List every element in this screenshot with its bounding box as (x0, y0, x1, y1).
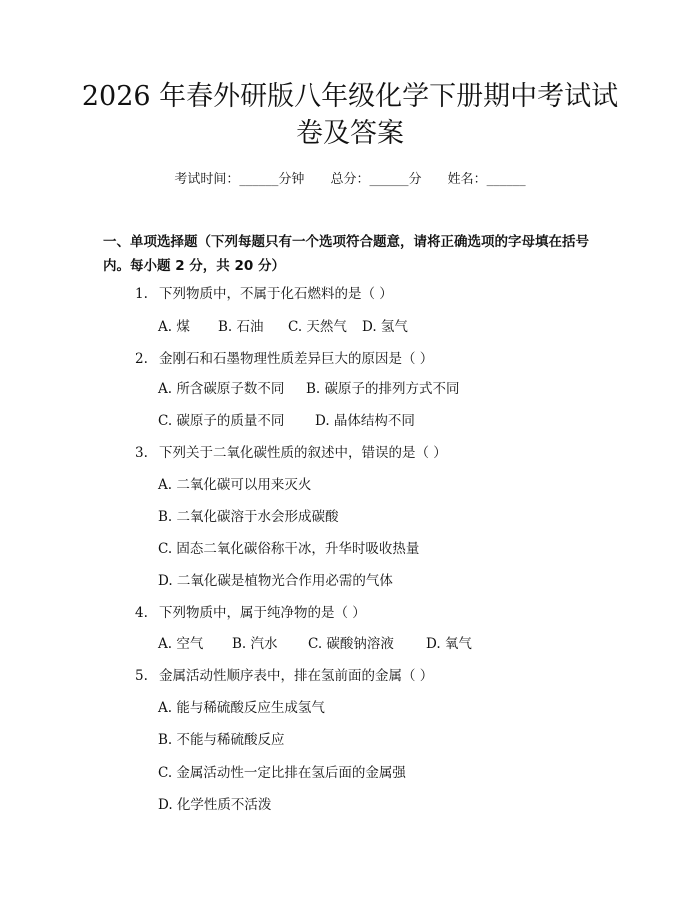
option-b: B. 石油 (218, 319, 264, 335)
option-d: D. 二氧化碳是植物光合作用必需的气体 (158, 573, 393, 589)
title-line-2: 卷及答案 (296, 118, 404, 149)
question-2 (135, 347, 433, 367)
question-text: 金刚石和石墨物理性质差异巨大的原因是（ ） (159, 351, 434, 367)
question-number: 3. (135, 445, 148, 461)
option-d: D. 化学性质不活泼 (158, 797, 272, 813)
section-heading: 一、单项选择题（下列每题只有一个选项符合题意，请将正确选项的字母填在括号内。每小题 2 分，共 20 分） (103, 234, 589, 274)
title-line-1: 2026 年春外研版八年级化学下册期中考试试 (81, 81, 619, 112)
option-c: C. 固态二氧化碳俗称干冰，升华时吸收热量 (158, 541, 420, 557)
option-a: A. 空气 (158, 636, 204, 652)
document-title (60, 78, 640, 152)
option-b: B. 汽水 (232, 636, 278, 652)
option-a: A. 能与稀硫酸反应生成氢气 (158, 700, 325, 716)
question-5 (135, 664, 433, 684)
option-c: C. 金属活动性一定比排在氢后面的金属强 (158, 765, 406, 781)
question-2-options-row-2 (158, 409, 415, 429)
option-a: A. 煤 (158, 319, 190, 335)
question-3 (135, 441, 447, 461)
question-text: 下列关于二氧化碳性质的叙述中，错误的是（ ） (159, 445, 447, 461)
question-number: 2. (135, 351, 148, 367)
question-4-options (158, 632, 472, 652)
question-1 (135, 282, 393, 302)
question-text: 下列物质中，属于纯净物的是（ ） (159, 605, 366, 621)
question-text: 下列物质中，不属于化石燃料的是（ ） (159, 286, 393, 302)
exam-score: 总分：______分 (330, 172, 422, 187)
option-b: B. 二氧化碳溶于水会形成碳酸 (158, 509, 339, 525)
exam-info (0, 168, 700, 187)
option-c: C. 天然气 (288, 319, 347, 335)
option-a: A. 所含碳原子数不同 (158, 381, 285, 397)
question-number: 4. (135, 605, 148, 621)
option-b: B. 不能与稀硫酸反应 (158, 732, 285, 748)
option-d: D. 氢气 (362, 319, 408, 335)
option-a: A. 二氧化碳可以用来灭火 (158, 477, 312, 493)
question-2-options-row-1 (158, 377, 460, 397)
option-c: C. 碳原子的质量不同 (158, 413, 285, 429)
option-c: C. 碳酸钠溶液 (308, 636, 394, 652)
option-d: D. 晶体结构不同 (315, 413, 415, 429)
question-4 (135, 601, 366, 621)
question-1-options (158, 315, 408, 335)
exam-time: 考试时间：______分钟 (174, 172, 305, 187)
question-number: 5. (135, 668, 148, 684)
option-d: D. 氧气 (426, 636, 472, 652)
option-b: B. 碳原子的排列方式不同 (306, 381, 460, 397)
question-number: 1. (135, 286, 148, 302)
student-name: 姓名：______ (447, 172, 526, 187)
question-text: 金属活动性顺序表中，排在氢前面的金属（ ） (159, 668, 434, 684)
